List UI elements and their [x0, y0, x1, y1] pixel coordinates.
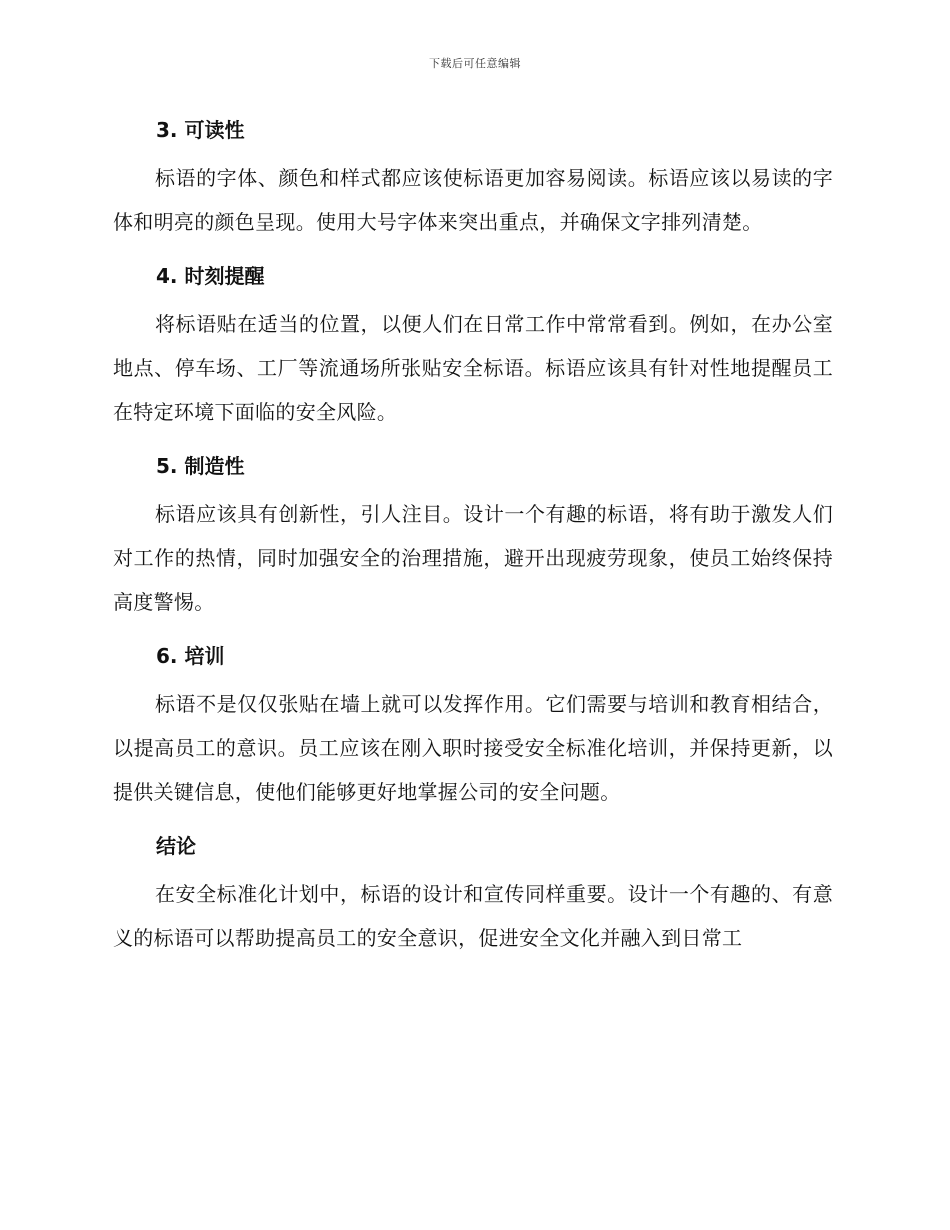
section-paragraph: 标语应该具有创新性，引人注目。设计一个有趣的标语，将有助于激发人们对工作的热情，同时加强安全的治理措施，避开出现疲劳现象，使员工始终保持高度警惕。 [113, 502, 833, 614]
section-creativity [113, 448, 833, 624]
section-conclusion [113, 828, 833, 960]
section-paragraph: 在安全标准化计划中，标语的设计和宣传同样重要。设计一个有趣的、有意义的标语可以帮助提高员工的安全意识，促进安全文化并融入到日常工 [113, 882, 833, 950]
section-paragraph: 标语的字体、颜色和样式都应该使标语更加容易阅读。标语应该以易读的字体和明亮的颜色呈现。使用大号字体来突出重点，并确保文字排列清楚。 [113, 166, 833, 234]
section-paragraph: 标语不是仅仅张贴在墙上就可以发挥作用。它们需要与培训和教育相结合，以提高员工的意识。员工应该在刚入职时接受安全标准化培训，并保持更新，以提供关键信息，使他们能够更好地掌握公司的安全问题。 [113, 692, 833, 804]
section-training [113, 638, 833, 814]
section-paragraph: 将标语贴在适当的位置，以便人们在日常工作中常常看到。例如，在办公室地点、停车场、工厂等流通场所张贴安全标语。标语应该具有针对性地提醒员工在特定环境下面临的安全风险。 [113, 312, 833, 424]
section-heading: 3. 可读性 [156, 118, 245, 142]
section-heading: 5. 制造性 [156, 454, 245, 478]
section-heading: 结论 [156, 834, 196, 858]
document-body [113, 112, 833, 974]
section-heading: 6. 培训 [156, 644, 225, 668]
section-heading: 4. 时刻提醒 [156, 264, 265, 288]
section-readability [113, 112, 833, 244]
header-note: 下载后可任意编辑 [429, 57, 521, 70]
section-timely-reminder [113, 258, 833, 434]
